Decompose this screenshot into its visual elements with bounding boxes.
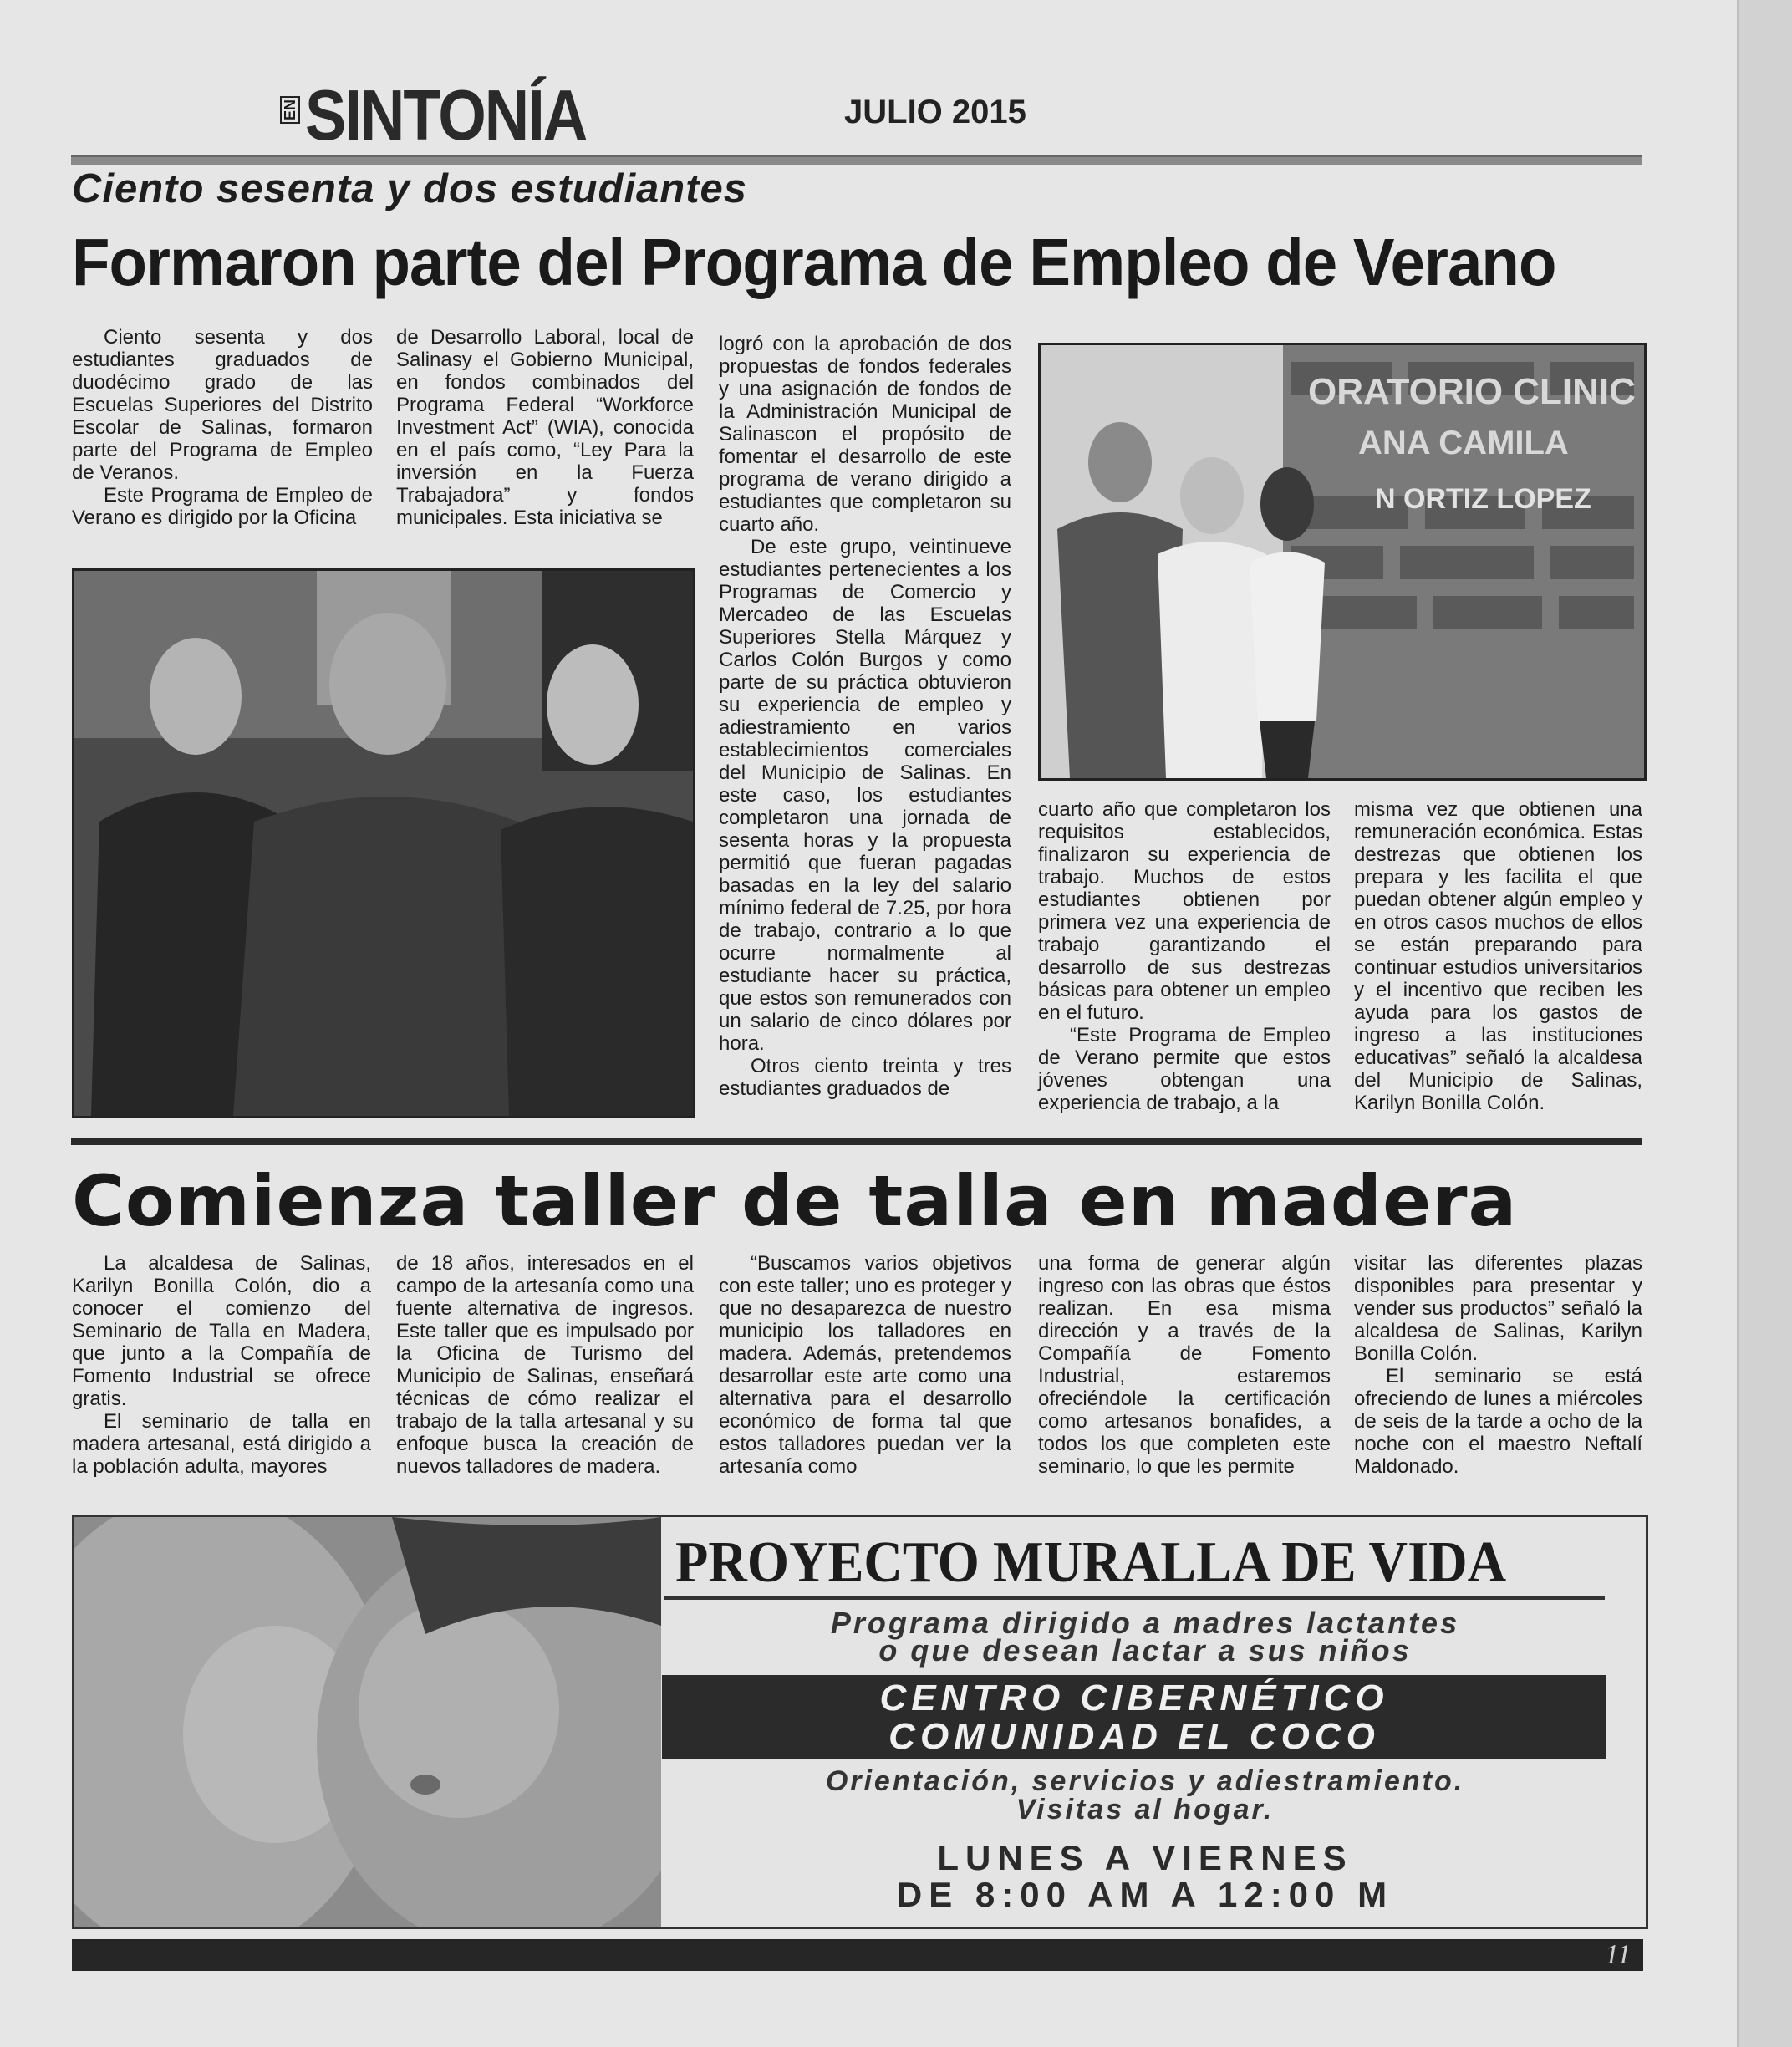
paragraph: de Desarrollo Laboral, local de Salinasy el Gobierno Municipal, en fondos combinados del Programa Federal “Workforce Investment Act” (WIA), conocida en el país como, “Ley Para la inversión en la Fuerza Trabajadora” y fondos municipales. Esta iniciativa se <box>396 326 694 529</box>
paragraph: misma vez que obtienen una remuneración económica. Estas destrezas que obtienen los prepara y les facilita el que puedan obtener algún empleo y en otros casos muchos de ellos se están preparando para continuar estudios universitarios y el incentivo que reciben les ayuda para los gastos de ingreso a las instituciones educativas” señaló la alcaldesa del Municipio de Salinas, Karilyn Bonilla Colón. <box>1354 798 1642 1114</box>
paragraph: Ciento sesenta y dos estudiantes graduados de duodécimo grado de las Escuelas Superiores del Distrito Escolar de Salinas, formaron parte del Programa de Empleo de Veranos. <box>72 326 373 484</box>
page-number: 11 <box>1605 1939 1632 1970</box>
clinic-sign-line-3: N ORTIZ LOPEZ <box>1375 483 1591 515</box>
ad-services-line-1: Orientación, servicios y adiestramiento. <box>825 1765 1465 1797</box>
ad-title: PROYECTO MURALLA DE VIDA <box>675 1530 1507 1595</box>
clinic-sign-line-2: ANA CAMILA <box>1358 425 1569 461</box>
article2-column-4 <box>1038 1252 1331 1478</box>
article1-column-5 <box>1354 798 1642 1114</box>
article1-photo-group <box>72 568 695 1118</box>
ad-subtitle-line-2: o que desean lactar a sus niños <box>878 1633 1412 1668</box>
masthead-prefix: EN <box>280 96 300 124</box>
paragraph: Este Programa de Empleo de Verano es dirigido por la Oficina <box>72 484 373 529</box>
masthead-name: SINTONÍA <box>305 75 587 155</box>
article2-column-1 <box>72 1252 371 1478</box>
article2-column-3 <box>719 1252 1011 1478</box>
article1-column-3 <box>719 333 1011 1100</box>
article2-column-5 <box>1354 1252 1642 1478</box>
top-rule <box>71 155 1642 165</box>
photo-three-men <box>74 571 693 1116</box>
page-edge <box>1737 0 1792 2047</box>
paragraph: logró con la aprobación de dos propuestas de fondos federales y una asignación de fondos de la Administración Municipal de Salinascon el propósito de fomentar el desarrollo de este programa de verano dirigido a estudiantes que completaron su cuarto año. <box>719 333 1011 536</box>
article1-column-4 <box>1038 798 1331 1114</box>
paragraph: El seminario se está ofreciendo de lunes a miércoles de seis de la tarde a ocho de la noche con el maestro Neftalí Maldonado. <box>1354 1365 1642 1478</box>
paragraph: cuarto año que completaron los requisitos establecidos, finalizaron su experiencia de trabajo. Muchos de estos estudiantes obtienen por primera vez una experiencia de trabajo garantizando el desarrollo de sus destrezas básicas para obtener un empleo en el futuro. <box>1038 798 1331 1024</box>
article1-headline: Formaron parte del Programa de Empleo de Verano <box>72 225 1556 299</box>
paragraph: El seminario de talla en madera artesanal, está dirigido a la población adulta, mayores <box>72 1410 371 1478</box>
photo-mother-baby <box>74 1517 661 1927</box>
paragraph: “Este Programa de Empleo de Verano permite que estos jóvenes obtengan una experiencia de trabajo, a la <box>1038 1024 1331 1114</box>
photo-clinic-group <box>1041 345 1644 778</box>
ad-band-line-2: COMUNIDAD EL COCO <box>888 1716 1380 1757</box>
paragraph: una forma de generar algún ingreso con las obras que éstos realizan. En esa misma dirección y a través de la Compañía de Fomento Industrial, estaremos ofreciéndole la certificación como artesanos bonafides, a todos los que completen este seminario, lo que les permite <box>1038 1252 1331 1478</box>
section-rule <box>71 1138 1642 1145</box>
ad-subtitle-line-1: Programa dirigido a madres lactantes <box>830 1606 1460 1640</box>
article1-column-2 <box>396 326 694 529</box>
article2-column-2 <box>396 1252 694 1478</box>
footer-bar <box>72 1939 1643 1971</box>
paragraph: visitar las diferentes plazas disponibles para presentar y vender sus productos” señaló la alcaldesa de Salinas, Karilyn Bonilla Colón. <box>1354 1252 1642 1365</box>
ad-title-rule <box>664 1596 1605 1600</box>
article1-kicker: Ciento sesenta y dos estudiantes <box>72 166 748 211</box>
ad-hours-line-2: DE 8:00 AM A 12:00 M <box>896 1875 1394 1914</box>
ad-services-line-2: Visitas al hogar. <box>1016 1794 1275 1825</box>
ad-band-line-1: CENTRO CIBERNÉTICO <box>879 1678 1389 1719</box>
article1-photo-clinic <box>1038 343 1647 781</box>
clinic-sign-line-1: ORATORIO CLINIC <box>1308 371 1636 412</box>
paragraph: De este grupo, veintinueve estudiantes pertenecientes a los Programas de Comercio y Mercadeo de las Escuelas Superiores Stella Márquez y Carlos Colón Burgos y como parte de su práctica obtuvieron su experiencia de empleo y adiestramiento en varios establecimientos comerciales del Municipio de Salinas. En este caso, los estudiantes completaron una jornada de sesenta horas y la propuesta permitió que fueran pagadas basadas en la ley del salario mínimo federal de 7.25, por hora de trabajo, contrario a lo que ocurre normalmente al estudiante hacer su práctica, que estos son remunerados con un salario de cinco dólares por hora. <box>719 536 1011 1055</box>
article2-headline: Comienza taller de talla en madera <box>72 1160 1518 1242</box>
paragraph: de 18 años, interesados en el campo de la artesanía como una fuente alternativa de ingresos. Este taller que es impulsado por la Oficina de Turismo del Municipio de Salinas, enseñará técnicas de cómo realizar el trabajo de la talla artesanal y su enfoque busca la creación de nuevos talladores de madera. <box>396 1252 694 1478</box>
article1-column-1 <box>72 326 373 529</box>
issue-date: JULIO 2015 <box>844 94 1026 130</box>
ad-hours-line-1: LUNES A VIERNES <box>937 1838 1353 1877</box>
paragraph: La alcaldesa de Salinas, Karilyn Bonilla Colón, dio a conocer el comienzo del Seminario de Talla en Madera, que junto a la Compañía de Fomento Industrial se ofrece gratis. <box>72 1252 371 1410</box>
paragraph: “Buscamos varios objetivos con este taller; uno es proteger y que no desaparezca de nuestro municipio los talladores en madera. Además, pretendemos desarrollar este arte como una alternativa para el desarrollo económico de forma tal que estos talladores puedan ver la artesanía como <box>719 1252 1011 1478</box>
paragraph: Otros ciento treinta y tres estudiantes graduados de <box>719 1055 1011 1100</box>
